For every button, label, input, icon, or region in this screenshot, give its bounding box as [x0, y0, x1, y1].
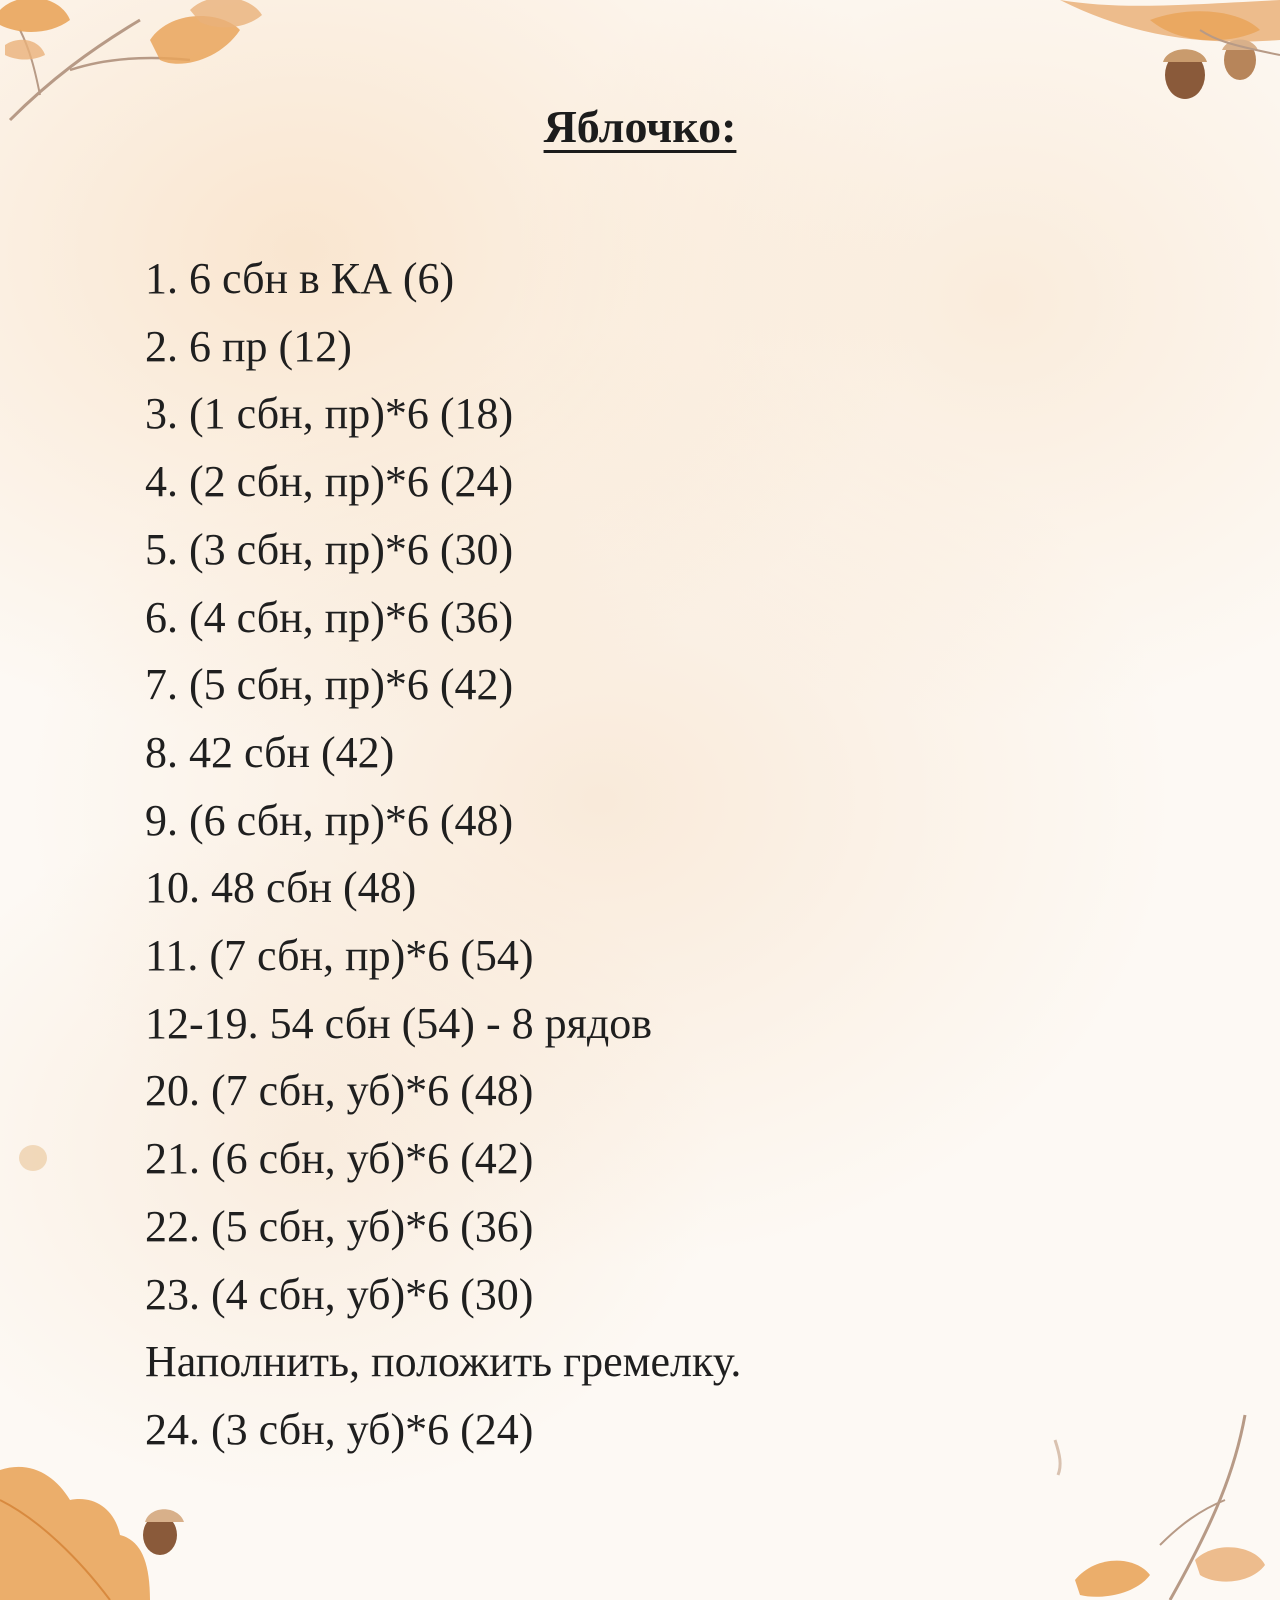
pattern-row: 11. (7 сбн, пр)*6 (54) [145, 931, 534, 981]
pattern-row: 12-19. 54 сбн (54) - 8 рядов [145, 998, 653, 1048]
pattern-row: 24. (3 сбн, уб)*6 (24) [145, 1404, 534, 1454]
small-leaf-icon [19, 1145, 47, 1171]
pattern-row: 4. (2 сбн, пр)*6 (24) [145, 457, 514, 507]
acorn-icon [1060, 0, 1280, 99]
pattern-row: 20. (7 сбн, уб)*6 (48) [145, 1066, 534, 1116]
pattern-instruction: Наполнить, положить гремелку. [145, 1337, 742, 1387]
ginkgo-branch-icon [1055, 1415, 1265, 1600]
pattern-row: 8. 42 сбн (42) [145, 727, 395, 777]
acorn-icon [143, 1509, 184, 1555]
pattern-rows-list [145, 245, 741, 1464]
pattern-row: 23. (4 сбн, уб)*6 (30) [145, 1269, 534, 1319]
oak-leaf-icon [0, 1467, 150, 1600]
pattern-row: 3. (1 сбн, пр)*6 (18) [145, 389, 514, 439]
pattern-row: 1. 6 сбн в КА (6) [145, 254, 455, 303]
page-title: Яблочко: [543, 101, 737, 152]
pattern-row: 10. 48 сбн (48) [145, 863, 417, 913]
pattern-row: 6. (4 сбн, пр)*6 (36) [145, 592, 514, 642]
pattern-row: 7. (5 сбн, пр)*6 (42) [145, 660, 514, 710]
pattern-row: 5. (3 сбн, пр)*6 (30) [145, 524, 514, 574]
pattern-row: 22. (5 сбн, уб)*6 (36) [145, 1201, 534, 1251]
pattern-row: 9. (6 сбн, пр)*6 (48) [145, 795, 514, 845]
pattern-row: 21. (6 сбн, уб)*6 (42) [145, 1134, 534, 1184]
pattern-row: 2. 6 пр (12) [145, 321, 352, 371]
